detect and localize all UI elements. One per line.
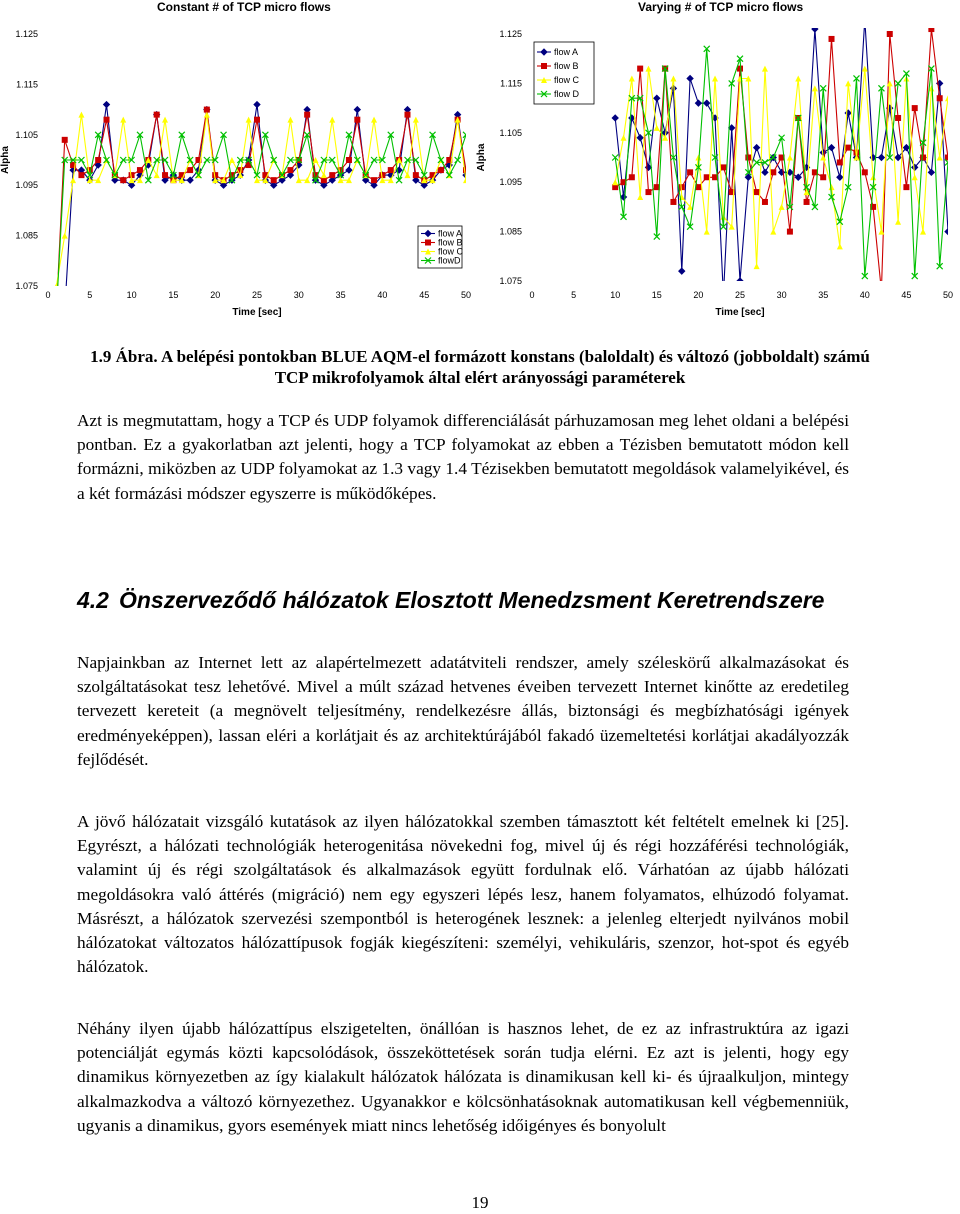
- plot-area: [612, 16, 954, 300]
- data-point: [704, 229, 710, 235]
- data-point: [404, 172, 410, 178]
- data-point: [654, 95, 660, 101]
- data-point: [720, 164, 726, 170]
- data-point: [687, 75, 693, 81]
- data-point: [438, 167, 444, 173]
- data-point: [737, 278, 743, 284]
- legend-label: flow C: [554, 75, 580, 85]
- data-point: [787, 229, 793, 235]
- x-tick-label: 20: [210, 290, 221, 300]
- data-point: [612, 179, 618, 185]
- data-point: [637, 66, 643, 72]
- data-point: [329, 172, 335, 178]
- paragraph-2: Napjainkban az Internet lett az alapértelmezett adatátviteli rendszer, amely széleskörű alkalmazásokat és szolgáltatásokat tesz lehetővé. Mivel a múlt század hetvenes éveiben tervezett Internet kinőtte az eredetileg tervezett kereteit (a megnövelt teljesítmény, rendelkezésre állás, biztonsági és megbízhatósági igények eredményeképpen), lassan eléri a korlátjait és az architektúrájából fakadó üzemeltetési korlátjai akadályozzák fejlődését.: [77, 653, 849, 769]
- y-tick-label: 1.075: [15, 281, 38, 291]
- data-point: [162, 117, 168, 123]
- data-point: [154, 112, 160, 118]
- data-point: [62, 137, 68, 143]
- data-point: [413, 172, 419, 178]
- data-point: [912, 174, 918, 180]
- data-point: [912, 105, 918, 111]
- data-point: [837, 159, 843, 165]
- data-point: [78, 112, 84, 118]
- data-point: [862, 16, 868, 22]
- data-point: [62, 308, 68, 314]
- data-point: [287, 117, 293, 123]
- x-tick-label: 30: [293, 290, 304, 300]
- legend-marker: [425, 240, 431, 246]
- data-point: [829, 36, 835, 42]
- data-point: [920, 155, 926, 161]
- data-point: [463, 132, 469, 138]
- data-point: [62, 233, 68, 239]
- x-tick-label: 35: [335, 290, 346, 300]
- legend-label: flow A: [438, 228, 463, 239]
- data-point: [304, 112, 310, 118]
- data-point: [271, 177, 277, 183]
- x-tick-label: 30: [776, 290, 787, 300]
- data-point: [812, 26, 818, 32]
- page-number: 19: [471, 1193, 489, 1212]
- data-point: [53, 308, 59, 314]
- data-point: [862, 169, 868, 175]
- data-point: [837, 174, 843, 180]
- data-point: [845, 80, 851, 86]
- right-chart: [470, 0, 960, 330]
- data-point: [712, 75, 718, 81]
- y-tick-label: 1.085: [499, 226, 522, 237]
- series-line-4: [48, 135, 466, 311]
- data-point: [53, 308, 59, 314]
- section-heading: [77, 586, 857, 615]
- y-tick-label: 1.095: [15, 180, 38, 191]
- legend-label: flowD: [438, 255, 461, 266]
- data-point: [845, 145, 851, 151]
- series-line-3: [615, 69, 948, 267]
- y-tick-label: 1.115: [16, 79, 38, 90]
- data-point: [820, 174, 826, 180]
- data-point: [945, 229, 951, 235]
- data-point: [779, 204, 785, 210]
- x-tick-label: 40: [859, 290, 870, 300]
- plot-area: [45, 102, 472, 315]
- x-tick-label: 15: [651, 290, 662, 300]
- data-point: [895, 219, 901, 225]
- data-point: [937, 95, 943, 101]
- right-chart-svg: [470, 0, 960, 330]
- data-point: [388, 167, 394, 173]
- legend-label: flow C: [438, 246, 464, 257]
- legend-label: flow B: [438, 237, 463, 248]
- x-tick-label: 50: [460, 290, 472, 300]
- right-chart-header: Varying # of TCP micro flows: [638, 0, 804, 14]
- data-point: [346, 167, 352, 173]
- data-point: [287, 167, 293, 173]
- data-point: [254, 117, 260, 123]
- data-point: [162, 172, 168, 178]
- data-point: [887, 31, 893, 37]
- data-point: [820, 155, 826, 161]
- data-point: [120, 117, 126, 123]
- data-point: [637, 135, 643, 141]
- x-axis-label: Time [sec]: [232, 307, 282, 318]
- y-tick-label: 1.115: [500, 78, 522, 89]
- data-point: [70, 177, 76, 183]
- x-axis-label: Time [sec]: [715, 307, 765, 318]
- left-chart-svg: [0, 0, 480, 330]
- data-point: [695, 100, 701, 106]
- data-point: [154, 172, 160, 178]
- data-point: [645, 189, 651, 195]
- data-point: [829, 184, 835, 190]
- data-point: [654, 125, 660, 131]
- data-point: [246, 117, 252, 123]
- x-tick-label: 10: [126, 290, 137, 300]
- data-point: [928, 26, 934, 32]
- data-point: [878, 155, 884, 161]
- data-point: [754, 145, 760, 151]
- data-point: [53, 308, 59, 314]
- data-point: [837, 243, 843, 249]
- data-point: [413, 117, 419, 123]
- x-tick-label: 10: [610, 290, 621, 300]
- x-tick-label: 5: [87, 290, 93, 300]
- data-point: [770, 229, 776, 235]
- data-point: [329, 117, 335, 123]
- data-point: [78, 172, 84, 178]
- legend-marker: [541, 63, 547, 69]
- data-point: [229, 157, 235, 163]
- y-tick-label: 1.105: [499, 127, 522, 138]
- y-tick-label: 1.125: [499, 29, 522, 39]
- data-point: [354, 107, 360, 113]
- x-tick-label: 50: [942, 290, 954, 300]
- data-point: [870, 174, 876, 180]
- paragraph-3: A jövő hálózatait vizsgáló kutatások az ilyen hálózatokkal szemben támasztott két feltételt emelnek ki [25]. Egyrészt, a hálózati technológiák heterogenitása növekedni fog, mivel új és régi hozzáférési technológiák, valamint új és régi szolgáltatások és alkalmazások együtt fordulnak elő. Várhatóan az újabb hálózati megoldásokra való áttérés (migráció) nem egy egyszeri lépés lesz, hanem folyamatos, elhúzodó folyamat. Másrészt, a hálózatok szervezési szempontból is heterogének lesznek: a jelenleg elterjedt nyilvános mobil hálózatokat változatos hálózattípusok fogják kiegészíteni: személyi, vehikuláris, szenzor, hot-spot és egyéb hálózatok.: [77, 812, 849, 977]
- data-point: [704, 174, 710, 180]
- data-point: [762, 199, 768, 205]
- data-point: [53, 283, 59, 289]
- x-tick-label: 40: [377, 290, 388, 300]
- x-tick-label: 25: [251, 290, 263, 300]
- data-point: [754, 263, 760, 269]
- data-point: [45, 308, 51, 314]
- x-tick-label: 15: [168, 290, 179, 300]
- section-number: 4.2: [77, 587, 109, 613]
- legend-label: flow A: [554, 47, 579, 57]
- data-point: [762, 169, 768, 175]
- y-tick-label: 1.085: [15, 230, 38, 241]
- data-point: [754, 189, 760, 195]
- data-point: [104, 102, 110, 108]
- data-point: [120, 177, 126, 183]
- y-tick-label: 1.095: [499, 177, 522, 188]
- legend-label: flow B: [554, 61, 579, 71]
- data-point: [104, 117, 110, 123]
- paragraph-4: Néhány ilyen újabb hálózattípus elszigetelten, önállóan is hasznos lehet, de ez az infrastruktúra az igazi potenciálját egymás közti kapcsolódások, összeköttetések során tudja elérni. Ez azt is jelenti, hogy egy dinamikus környezetben az így kialakult hálózatok hálózata is dinamikusan kell ki- és újraalkuljon, mintegy alkalmazkodva a változó környezethez. Ugyanakkor e kölcsönhatásoknak automatikusan kell végbemenniük, ugyanis a dinamikus, gyors események miatt nincs lehetőség időigényes és bonyolult: [77, 1019, 849, 1135]
- data-point: [762, 66, 768, 72]
- data-point: [878, 288, 884, 294]
- x-tick-label: 0: [529, 290, 535, 300]
- chart-legend: [534, 42, 594, 104]
- x-tick-label: 35: [818, 290, 829, 300]
- data-point: [787, 155, 793, 161]
- data-point: [670, 75, 676, 81]
- y-axis-label: Alpha: [476, 143, 487, 172]
- figure-caption: 1.9 Ábra. A belépési pontokban BLUE AQM-el formázott konstans (baloldalt) és változó (jobboldalt) számú TCP mikrofolyamok által elért arányossági paraméterek: [90, 347, 870, 387]
- y-tick-label: 1.075: [499, 276, 522, 286]
- x-tick-label: 45: [901, 290, 912, 300]
- paragraph-1: Azt is megmutattam, hogy a TCP és UDP folyamok differenciálását párhuzamosan meg lehet oldani a belépési pontban. Ez a gyakorlatban azt jelenti, hogy a TCP folyamokat az ebben a Tézisben bemutatott módon kell formázni, miközben az UDP folyamokat az 1.3 vagy 1.4 Tézisekben bemutatott megoldások valamelyikével, és a két formázási módszer egyszerre is működőképes.: [77, 411, 849, 503]
- data-point: [404, 112, 410, 118]
- y-axis-label: Alpha: [0, 146, 11, 174]
- data-point: [371, 177, 377, 183]
- data-point: [354, 117, 360, 123]
- data-point: [670, 199, 676, 205]
- data-point: [45, 308, 51, 314]
- data-point: [928, 169, 934, 175]
- section-title: Önszerveződő hálózatok Elosztott Menedzsment Keretrendszere: [118, 587, 825, 613]
- legend-label: flow D: [554, 89, 580, 99]
- data-point: [254, 102, 260, 108]
- x-tick-label: 20: [693, 290, 704, 300]
- data-point: [137, 167, 143, 173]
- data-point: [937, 155, 943, 161]
- data-point: [629, 174, 635, 180]
- data-point: [895, 115, 901, 121]
- data-point: [463, 177, 469, 183]
- y-tick-label: 1.125: [15, 29, 38, 39]
- data-point: [637, 194, 643, 200]
- x-tick-label: 25: [734, 290, 746, 300]
- data-point: [862, 66, 868, 72]
- x-tick-label: 5: [571, 290, 577, 300]
- data-point: [629, 75, 635, 81]
- data-point: [187, 167, 193, 173]
- data-point: [371, 117, 377, 123]
- left-chart-header: Constant # of TCP micro flows: [157, 0, 331, 14]
- data-point: [920, 229, 926, 235]
- data-point: [455, 157, 461, 163]
- data-point: [812, 85, 818, 91]
- data-point: [704, 100, 710, 106]
- data-point: [645, 66, 651, 72]
- x-tick-label: 0: [45, 290, 51, 300]
- data-point: [612, 115, 618, 121]
- data-point: [770, 169, 776, 175]
- y-tick-label: 1.105: [15, 129, 38, 140]
- data-point: [903, 184, 909, 190]
- left-chart: [0, 0, 480, 330]
- data-point: [829, 145, 835, 151]
- data-point: [621, 135, 627, 141]
- x-tick-label: 45: [419, 290, 430, 300]
- chart-legend: [418, 226, 464, 268]
- data-point: [45, 308, 51, 314]
- data-point: [804, 199, 810, 205]
- data-point: [679, 268, 685, 274]
- data-point: [720, 293, 726, 299]
- data-point: [45, 308, 51, 314]
- data-point: [795, 75, 801, 81]
- data-point: [945, 95, 951, 101]
- data-point: [95, 157, 101, 163]
- data-point: [321, 172, 327, 178]
- data-point: [687, 169, 693, 175]
- data-point: [745, 155, 751, 161]
- data-point: [346, 157, 352, 163]
